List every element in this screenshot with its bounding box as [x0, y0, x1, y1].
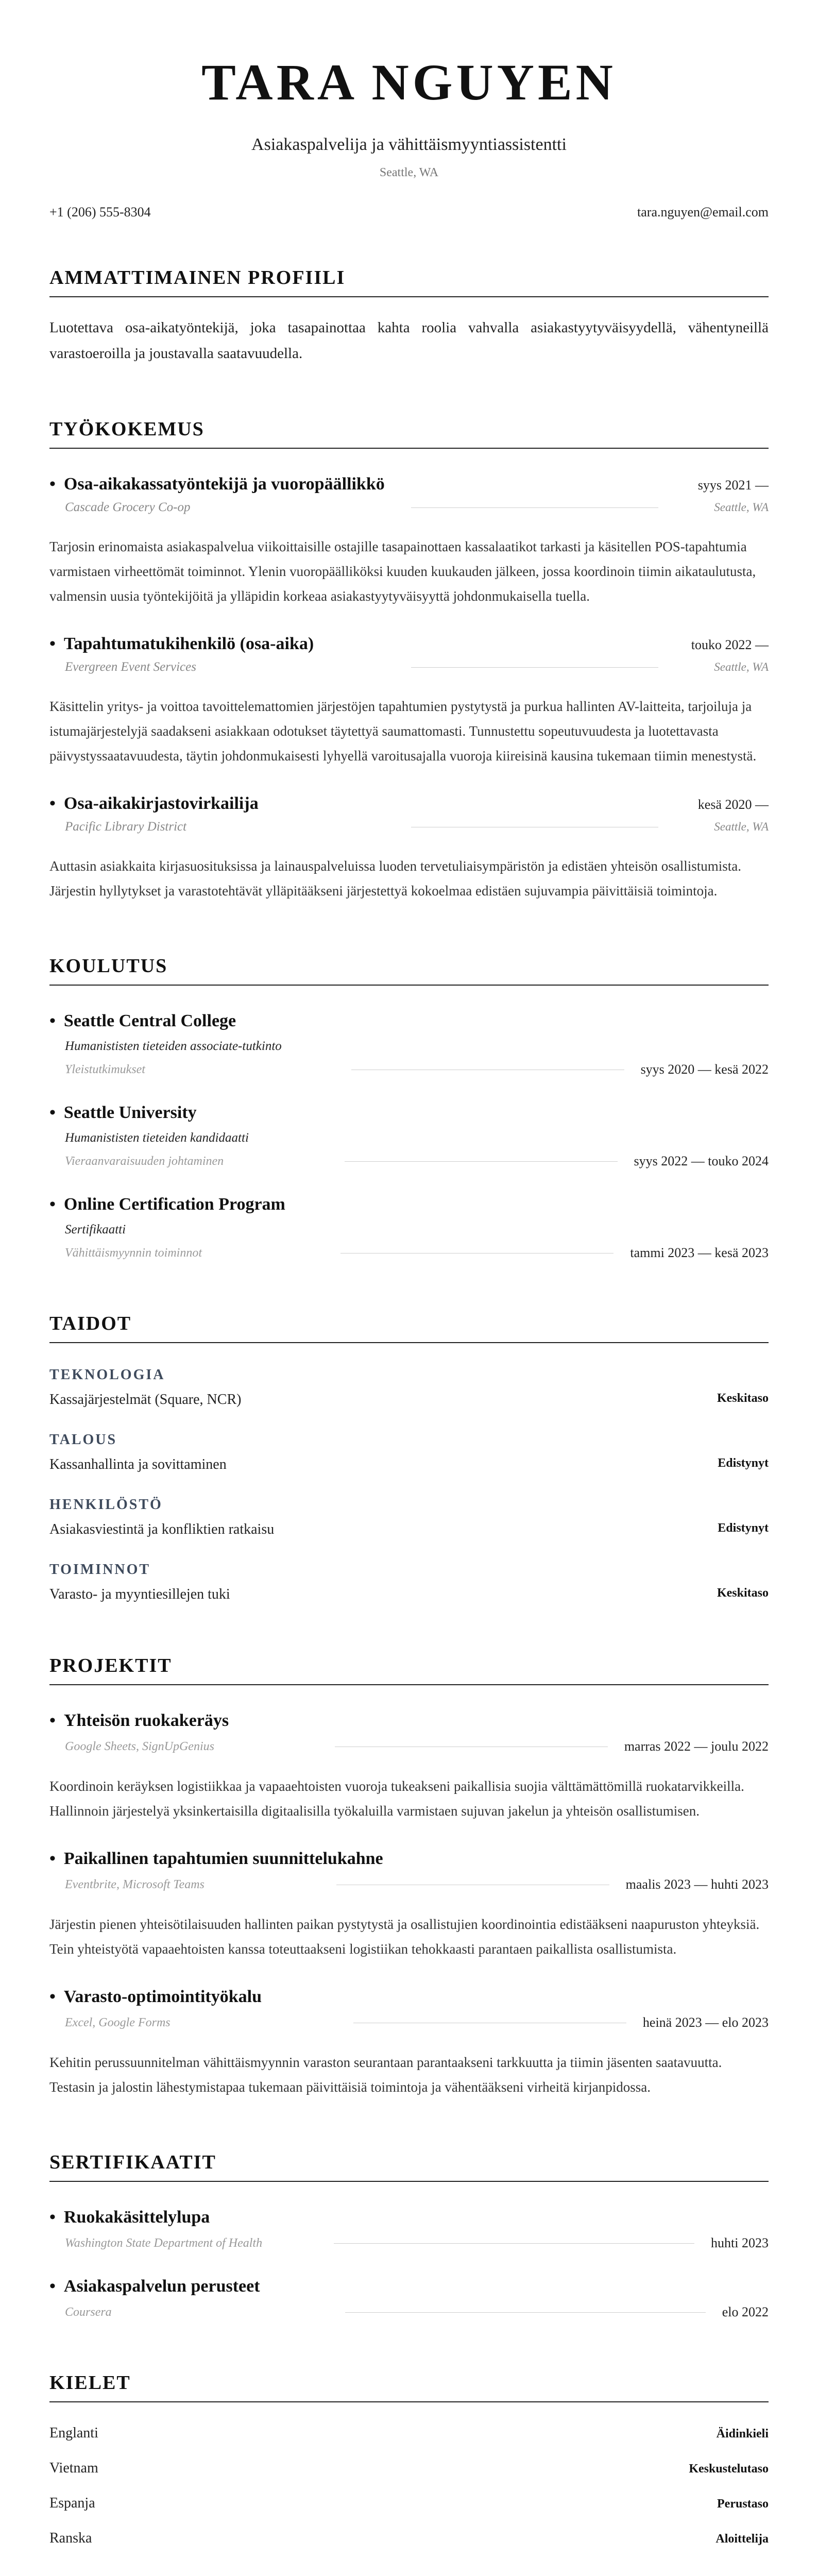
- language-level: Keskustelutaso: [689, 2462, 769, 2476]
- certification-issuer: Coursera: [65, 2305, 112, 2319]
- language-level: Perustaso: [717, 2497, 769, 2511]
- education-list: [49, 1011, 769, 1261]
- education-date: syys 2020 — kesä 2022: [640, 1062, 769, 1077]
- experience-entry: [49, 794, 769, 903]
- experience-sub: [49, 500, 769, 515]
- language-row: [49, 2460, 769, 2477]
- project-tools: Excel, Google Forms: [65, 2015, 171, 2029]
- bullet-icon: •: [49, 634, 56, 653]
- job-location: Seattle, WA: [714, 660, 769, 673]
- skill-name: Kassajärjestelmät (Square, NCR): [49, 1392, 242, 1408]
- employer-name: Cascade Grocery Co-op: [65, 500, 191, 514]
- experience-sub: [49, 660, 769, 674]
- profile-section: [49, 266, 769, 366]
- skills-list: [49, 1367, 769, 1603]
- project-row: [49, 2015, 769, 2030]
- skill-level: Keskitaso: [717, 1586, 769, 1600]
- skill-category: HENKILÖSTÖ: [49, 1497, 163, 1513]
- experience-head: [49, 794, 769, 814]
- bullet-icon: •: [49, 474, 56, 494]
- skill-level: Edistynyt: [718, 1456, 769, 1470]
- job-date: syys 2021 —: [697, 478, 769, 493]
- bullet-icon: •: [49, 1195, 56, 1214]
- school-name: Seattle Central College: [63, 1011, 236, 1030]
- project-entry: [49, 1987, 769, 2099]
- education-row: [49, 1154, 769, 1169]
- job-title: [49, 634, 314, 654]
- skill-name: Kassanhallinta ja sovittaminen: [49, 1456, 227, 1472]
- skill-name: Varasto- ja myyntiesillejen tuki: [49, 1586, 230, 1602]
- bullet-icon: •: [49, 1103, 56, 1122]
- degree-name: Humanististen tieteiden kandidaatti: [65, 1131, 249, 1145]
- certification-date: elo 2022: [722, 2304, 769, 2319]
- projects-section: [49, 1654, 769, 2099]
- dotted-leader: [345, 2312, 706, 2313]
- dotted-leader: [411, 507, 658, 508]
- section-title: KIELET: [49, 2371, 769, 2402]
- skill-name: Asiakasviestintä ja konfliktien ratkaisu: [49, 1521, 275, 1537]
- project-description: Koordinoin keräyksen logistiikkaa ja vapaaehtoisten vuoroja tukeakseni paikallisia suojia välttämättömillä ruokatarvikkeilla. Hallinnoin järjestelyä yksinkertaisilla digitaalisilla työkaluilla varmistaen sujuvan jakelun ja yhteisön osallistumisen.: [49, 1778, 744, 1819]
- contact-row: [49, 205, 769, 220]
- project-title: [49, 1849, 769, 1869]
- certification-row: [49, 2304, 769, 2320]
- language-name: Ranska: [49, 2530, 92, 2546]
- experience-entry: [49, 634, 769, 768]
- job-title: [49, 474, 385, 494]
- project-title: [49, 1711, 769, 1731]
- candidate-name: TARA NGUYEN: [201, 54, 617, 111]
- education-entry: [49, 1195, 769, 1261]
- experience-head: [49, 634, 769, 654]
- project-name: Yhteisön ruokakeräys: [63, 1711, 229, 1730]
- school-title: [49, 1103, 769, 1123]
- job-description: Käsittelin yritys- ja voittoa tavoittelemattomien järjestöjen tapahtumien pystytystä ja purkua hallinten AV-laitteita, tarjoiluja ja istumajärjestelyjä saadakseni asiakkaan odotukset täytettyä saumattomasti. Tunnustettu sopeutuvuudesta ja luotettavasta päivystyssaatavuudesta, täytin johdonmukaisesti lyhyellä varoitusajalla vuoroja kiireisinä kausina tukemaan tiimin menestystä.: [49, 699, 757, 764]
- language-level: Aloittelija: [715, 2532, 769, 2546]
- bullet-icon: •: [49, 1987, 56, 2006]
- certification-name: Asiakaspalvelun perusteet: [63, 2277, 260, 2296]
- education-row: [49, 1245, 769, 1261]
- job-location: Seattle, WA: [714, 820, 769, 833]
- bullet-icon: •: [49, 1849, 56, 1868]
- skill-row: [49, 1521, 769, 1538]
- section-title: AMMATTIMAINEN PROFIILI: [49, 266, 769, 297]
- project-name: Varasto-optimointityökalu: [63, 1987, 262, 2006]
- education-entry: [49, 1011, 769, 1077]
- job-description: Auttasin asiakkaita kirjasuosituksissa ja lainauspalveluissa luoden tervetuliaisympäristön ja edistäen yhteisön osallistumista. Järjestin hyllytykset ja varastotehtävät ylläpitääkseni järjestettyä kokoelmaa edistäen sujuvampia päivittäisiä toimintoja.: [49, 858, 741, 899]
- certification-name: Ruokakäsittelylupa: [63, 2208, 210, 2227]
- field-of-study: Vieraanvaraisuuden johtaminen: [65, 1154, 224, 1168]
- dotted-leader: [411, 667, 658, 668]
- skill-level: Keskitaso: [717, 1392, 769, 1405]
- job-date: touko 2022 —: [691, 637, 769, 652]
- certification-entry: [49, 2208, 769, 2251]
- project-title: [49, 1987, 769, 2007]
- project-description: Kehitin perussuunnitelman vähittäismyynnin varaston seurantaan parantaakseni tarkkuutta ja tiimin jäsenten saatavuutta. Testasin ja jalostin lähestymistapaa tukemaan päivittäisiä toimintoja ja vähentääkseni virheitä kirjanpidossa.: [49, 2055, 722, 2095]
- school-name: Online Certification Program: [63, 1195, 285, 1214]
- language-row: [49, 2530, 769, 2547]
- bullet-icon: •: [49, 1011, 56, 1030]
- certification-title: [49, 2277, 769, 2296]
- job-date: kesä 2020 —: [697, 797, 769, 812]
- project-name: Paikallinen tapahtumien suunnittelukahne: [63, 1849, 383, 1868]
- certifications-list: [49, 2208, 769, 2320]
- project-date: marras 2022 — joulu 2022: [624, 1739, 769, 1754]
- certification-title: [49, 2208, 769, 2227]
- job-role: Osa-aikakirjastovirkailija: [63, 794, 259, 813]
- education-section: [49, 955, 769, 1261]
- education-date: syys 2022 — touko 2024: [634, 1154, 769, 1168]
- section-title: KOULUTUS: [49, 955, 769, 986]
- job-role: Osa-aikakassatyöntekijä ja vuoropäällikkö: [63, 474, 385, 494]
- certification-issuer: Washington State Department of Health: [65, 2236, 263, 2250]
- candidate-location: Seattle, WA: [379, 166, 439, 179]
- job-title: [49, 794, 259, 814]
- project-row: [49, 1739, 769, 1754]
- education-date: tammi 2023 — kesä 2023: [630, 1245, 769, 1260]
- project-date: maalis 2023 — huhti 2023: [625, 1877, 769, 1892]
- experience-head: [49, 474, 769, 494]
- section-title: SERTIFIKAATIT: [49, 2151, 769, 2182]
- job-description: Tarjosin erinomaista asiakaspalvelua viikoittaisille ostajille tasapainottaen kassalaatikot tarkasti ja käsitellen POS-tapahtumia varmistaen virheettömät toiminnot. Ylenin vuoropäälliköksi kuuden kuukauden jälkeen, jossa koordinoin tiimin aikataulutusta, valmensin uusia työntekijöitä ja ylläpidin korkeaa asiakastyytyväisyyttä johdonmukaisella tuella.: [49, 539, 756, 604]
- section-title: TAIDOT: [49, 1312, 769, 1343]
- school-title: [49, 1011, 769, 1031]
- certifications-section: [49, 2151, 769, 2320]
- language-name: Englanti: [49, 2425, 98, 2441]
- language-level: Äidinkieli: [716, 2427, 769, 2441]
- resume-header: [49, 0, 769, 180]
- projects-list: [49, 1711, 769, 2099]
- certification-entry: [49, 2277, 769, 2320]
- phone-number: +1 (206) 555-8304: [49, 205, 151, 219]
- candidate-tagline: Asiakaspalvelija ja vähittäismyyntiassistentti: [251, 135, 567, 154]
- skill-row: [49, 1586, 769, 1603]
- project-tools: Google Sheets, SignUpGenius: [65, 1739, 214, 1753]
- skill-row: [49, 1456, 769, 1473]
- project-row: [49, 1877, 769, 1892]
- education-row: [49, 1062, 769, 1077]
- certification-row: [49, 2235, 769, 2251]
- section-title: PROJEKTIT: [49, 1654, 769, 1685]
- degree-name: Humanististen tieteiden associate-tutkinto: [65, 1039, 282, 1053]
- project-date: heinä 2023 — elo 2023: [642, 2015, 769, 2030]
- bullet-icon: •: [49, 1711, 56, 1730]
- section-title: TYÖKOKEMUS: [49, 418, 769, 449]
- language-name: Vietnam: [49, 2460, 98, 2476]
- language-row: [49, 2425, 769, 2442]
- bullet-icon: •: [49, 2277, 56, 2296]
- project-tools: Eventbrite, Microsoft Teams: [65, 1877, 204, 1891]
- education-entry: [49, 1103, 769, 1169]
- degree-name: Sertifikaatti: [65, 1223, 126, 1236]
- project-entry: [49, 1849, 769, 1961]
- language-name: Espanja: [49, 2495, 95, 2511]
- experience-section: [49, 418, 769, 903]
- skill-category: TALOUS: [49, 1432, 117, 1448]
- job-location: Seattle, WA: [714, 501, 769, 514]
- experience-sub: [49, 820, 769, 834]
- job-role: Tapahtumatukihenkilö (osa-aika): [63, 634, 314, 653]
- skill-level: Edistynyt: [718, 1521, 769, 1535]
- email-address: tara.nguyen@email.com: [637, 205, 769, 219]
- project-entry: [49, 1711, 769, 1823]
- language-row: [49, 2495, 769, 2512]
- employer-name: Evergreen Event Services: [65, 660, 196, 674]
- field-of-study: Yleistutkimukset: [65, 1062, 145, 1076]
- bullet-icon: •: [49, 794, 56, 813]
- skills-section: [49, 1312, 769, 1603]
- employer-name: Pacific Library District: [65, 820, 187, 834]
- school-name: Seattle University: [63, 1103, 197, 1122]
- dotted-leader: [334, 2243, 694, 2244]
- profile-text: Luotettava osa-aikatyöntekijä, joka tasapainottaa kahta roolia vahvalla asiakastyytyväisyydellä, vähentyneillä varastoeroilla ja joustavalla saatavuudella.: [49, 319, 769, 362]
- dotted-leader: [345, 1161, 618, 1162]
- skill-row: [49, 1392, 769, 1408]
- skill-category: TOIMINNOT: [49, 1562, 151, 1578]
- languages-section: [49, 2371, 769, 2547]
- school-title: [49, 1195, 769, 1214]
- bullet-icon: •: [49, 2208, 56, 2227]
- certification-date: huhti 2023: [711, 2235, 769, 2250]
- field-of-study: Vähittäismyynnin toiminnot: [65, 1246, 202, 1260]
- skill-category: TEKNOLOGIA: [49, 1367, 165, 1383]
- project-description: Järjestin pienen yhteisötilaisuuden hallinten paikan pystytystä ja osallistujien koordinointia edistääkseni naapuruston yhteyksiä. Tein yhteistyötä vapaaehtoisten kanssa toteuttaakseni logistiikan tehokkaasti parantaen paikallista osallistumista.: [49, 1917, 760, 1957]
- experience-list: [49, 474, 769, 903]
- languages-list: [49, 2425, 769, 2547]
- experience-entry: [49, 474, 769, 608]
